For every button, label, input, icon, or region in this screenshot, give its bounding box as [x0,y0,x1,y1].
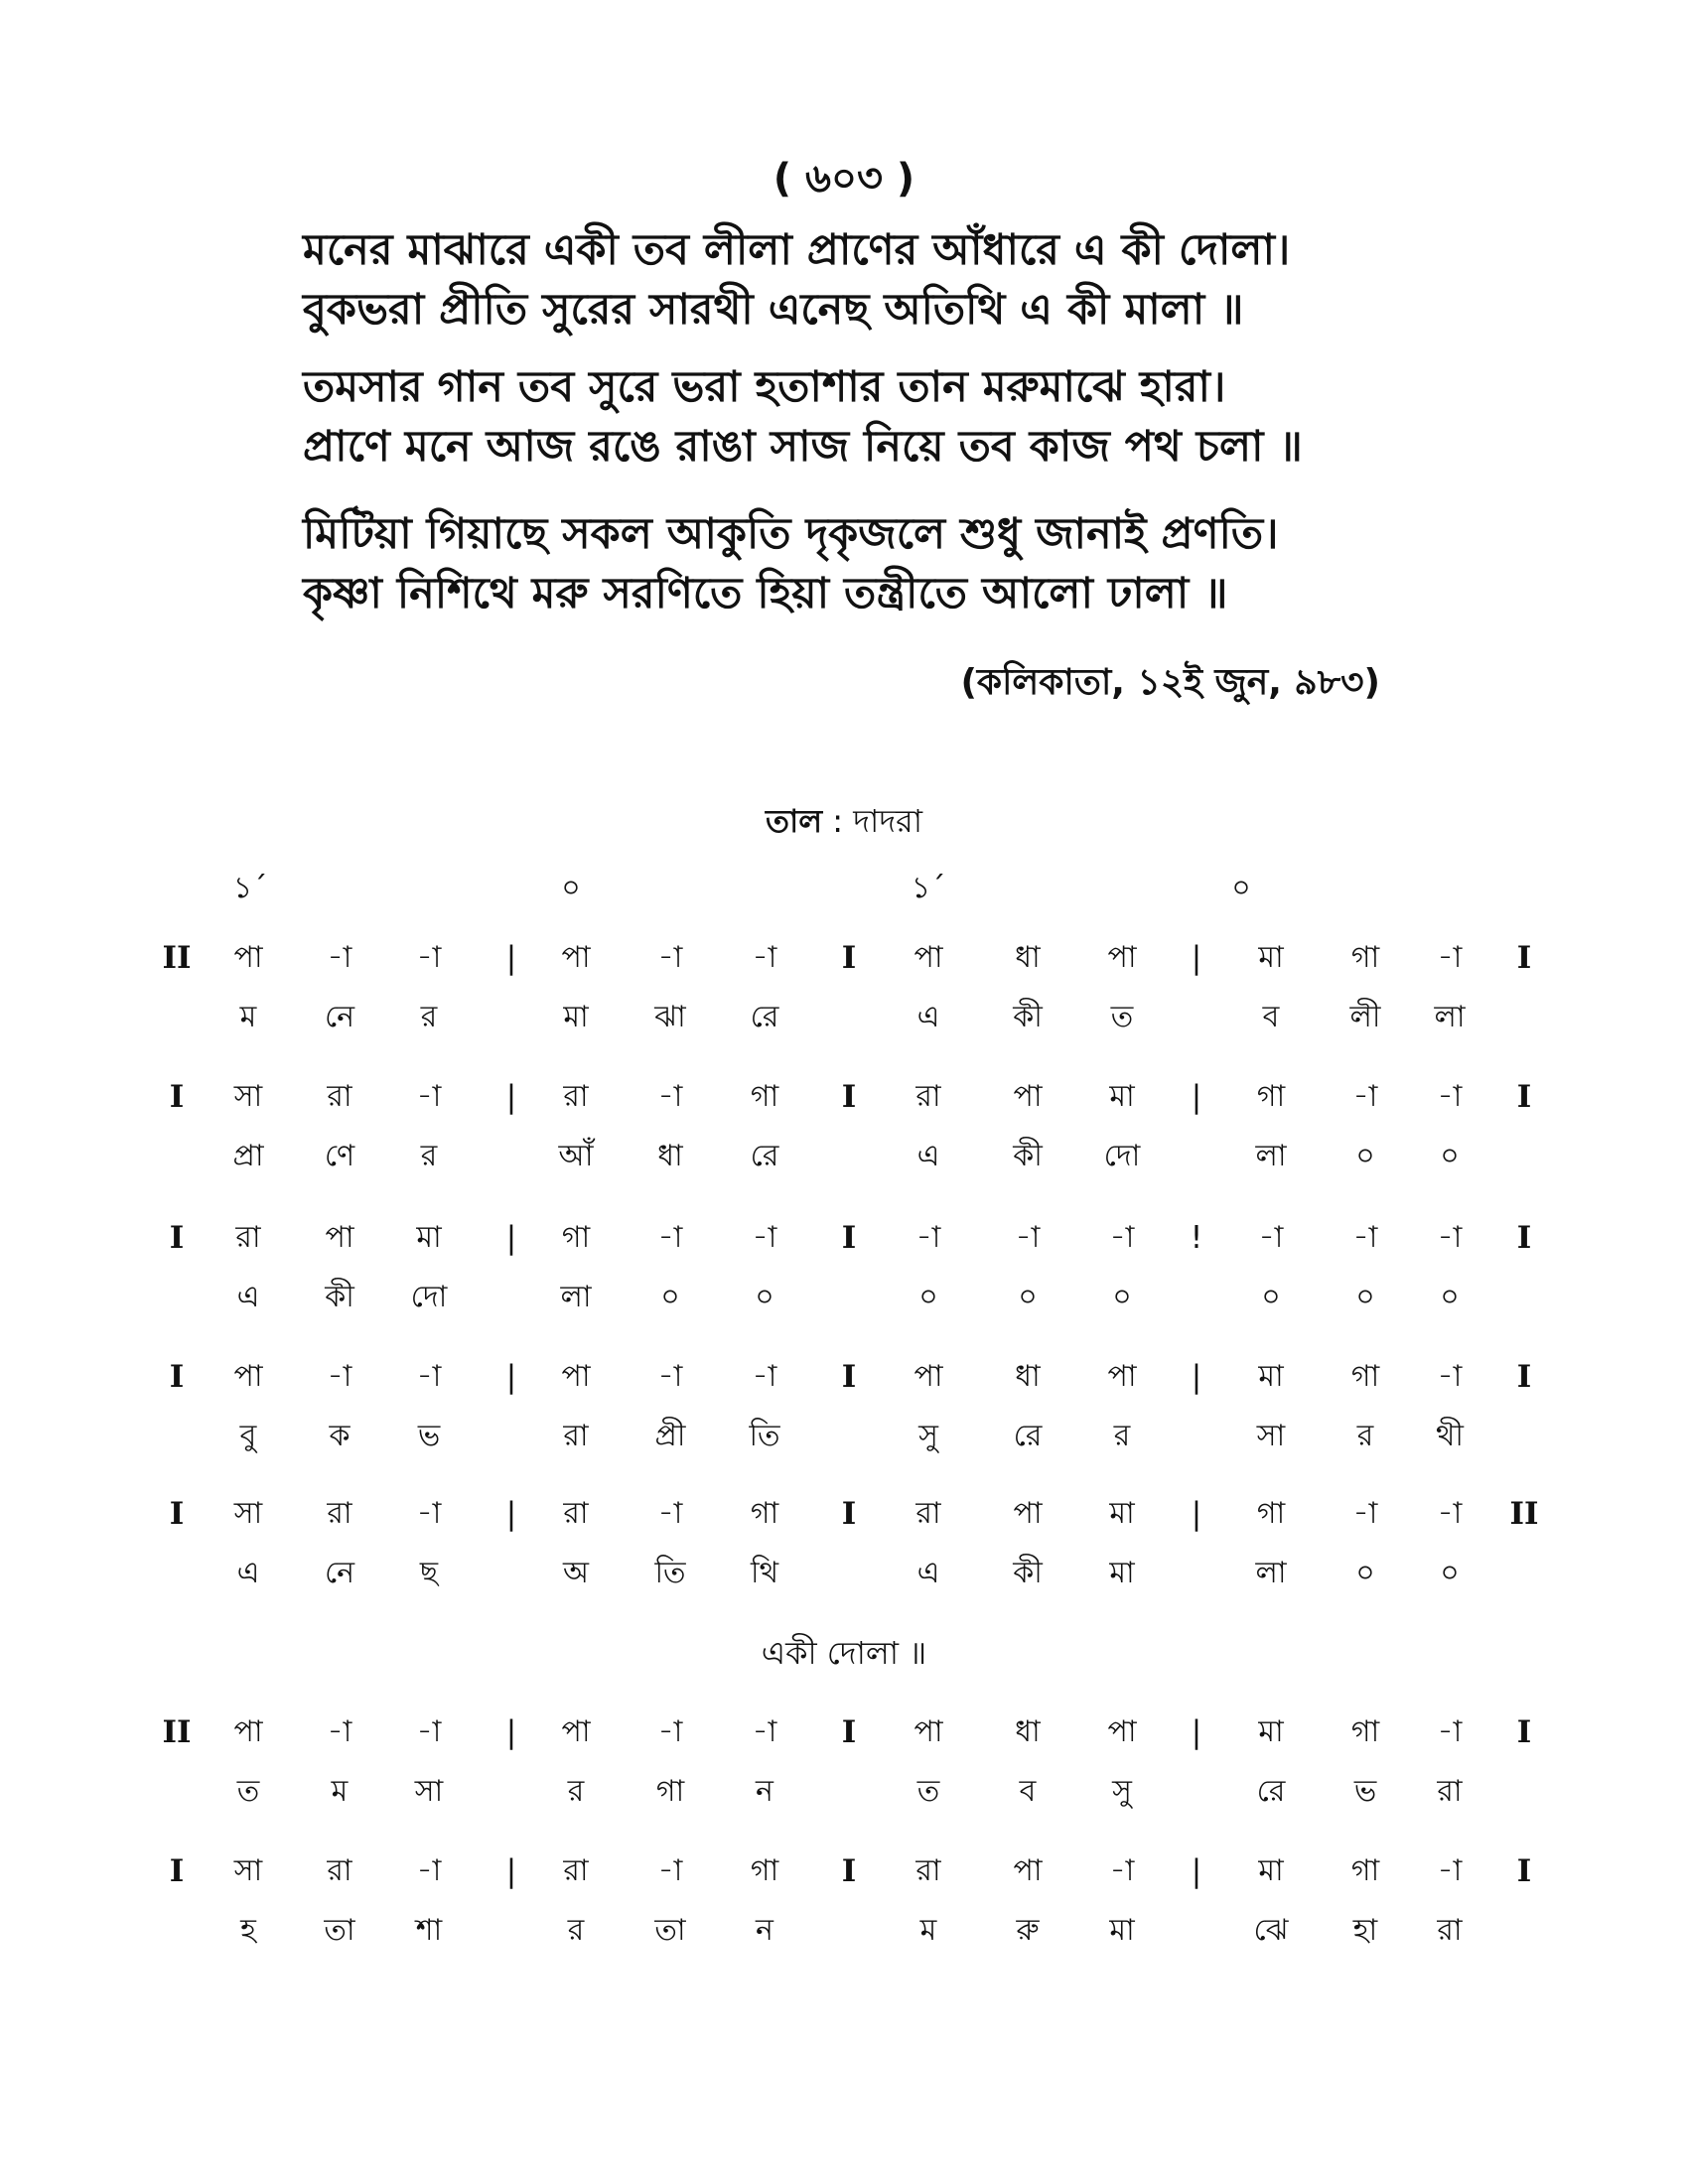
swara-note: গা [750,1496,779,1531]
bar-line: II [162,1714,192,1750]
swara-note: পা [561,1714,591,1749]
swara-note: রা [235,1220,261,1255]
lyric-syllable: কী [325,1280,354,1314]
bar-line: I [1516,1714,1532,1750]
lyric-syllable: রা [1437,1774,1463,1809]
swara-note: রা [563,1079,589,1114]
tala-heading [0,796,1688,850]
tala-label: তাল [765,802,823,840]
lyric-syllable: ০ [755,1280,774,1314]
swara-note: -া [1109,1853,1135,1888]
lyric-syllable: মা [1109,1913,1135,1948]
lyric-syllable: রে [750,1139,779,1173]
page-number: ( ৬০৩ ) [773,156,915,202]
swara-note: রা [915,1853,941,1888]
lyric-syllable: সু [1112,1774,1132,1809]
bar-line: | [1191,940,1202,976]
bar-line: | [1191,1853,1202,1889]
bar-line: I [841,1220,857,1256]
lyric-syllable: তি [749,1419,780,1453]
bar-line: I [169,1496,185,1532]
lyric-syllable: র [1113,1419,1131,1453]
lyric-syllable: হ [240,1913,256,1948]
bar-line: I [169,1079,185,1115]
lyric-syllable: ঝে [1253,1913,1289,1948]
lyric-syllable: ত [236,1774,260,1809]
swara-note: গা [1350,940,1380,975]
bar-line: I [1516,940,1532,976]
lyric-syllable: লা [1255,1139,1287,1173]
swara-note: -া [1352,1496,1378,1531]
swara-note: গা [1256,1079,1286,1114]
bar-line: ! [1190,1220,1203,1256]
swara-note: -া [752,1359,777,1394]
lyric-syllable: ন [756,1774,774,1809]
bar-line: | [505,940,517,976]
swara-note: -া [915,1220,941,1255]
swara-note: রা [563,1496,589,1531]
note-row [0,1707,1688,1757]
stanza-1 [303,220,1494,340]
swara-note: গা [1256,1496,1286,1531]
bar-line: | [1191,1359,1202,1395]
lyric-syllable: থি [750,1556,779,1590]
swara-note: -া [657,940,683,975]
lyric-syllable: লী [1349,1000,1381,1034]
swara-note: -া [657,1853,683,1888]
swara-note: মা [1109,1496,1135,1531]
swara-note: -া [416,1359,442,1394]
lyric-syllable-row [0,1549,1688,1598]
swara-note: -া [416,1496,442,1531]
swara-note: -া [1437,1496,1463,1531]
swara-note: গা [750,1853,779,1888]
note-row [0,1489,1688,1539]
swara-note: রা [915,1496,941,1531]
lyric-syllable: কী [1013,1139,1043,1173]
lyric-syllable: তা [654,1913,686,1948]
swara-note: -া [752,1714,777,1749]
lyric-syllable: মা [1109,1556,1135,1590]
swara-note: -া [1352,1079,1378,1114]
lyric-syllable: ম [331,1774,349,1809]
lyric-syllable: রা [1437,1913,1463,1948]
bar-line: I [169,1220,185,1256]
bar-line: I [1516,1359,1532,1395]
swara-note: -া [657,1359,683,1394]
lyric-syllable: দো [1103,1139,1141,1173]
swara-note: গা [750,1079,779,1114]
swara-note: -া [416,940,442,975]
swara-note: পা [914,1714,943,1749]
lyric-syllable: তি [654,1556,686,1590]
lyric-syllable: র [567,1913,585,1948]
bar-line: I [1516,1079,1532,1115]
lyric-line: তমসার গান তব সুরে ভরা হতাশার তান মরুমাঝে হারা। [303,362,1226,412]
lyric-syllable: ০ [1355,1280,1375,1314]
bar-line: | [505,1496,517,1532]
lyric-syllable: রু [1016,1913,1040,1948]
swara-note: গা [1350,1359,1380,1394]
lyric-syllable: সু [918,1419,938,1453]
lyric-syllable: শা [415,1913,443,1948]
taal-marks-row [0,864,1688,913]
lyric-syllable: ত [1110,1000,1134,1034]
lyric-syllable: সা [1256,1419,1286,1453]
note-row [0,933,1688,983]
bar-line: I [169,1359,185,1395]
swara-note: ধা [1015,940,1041,975]
bar-line: | [505,1853,517,1889]
bar-line: I [841,1853,857,1889]
swara-note: -া [1437,1853,1463,1888]
swara-note: পা [1013,1496,1043,1531]
bar-line: I [841,1079,857,1115]
bar-line: | [505,1220,517,1256]
bar-line: I [1516,1220,1532,1256]
bar-line: II [1509,1496,1539,1532]
lyric-syllable: ধা [657,1139,683,1173]
bar-line: | [505,1359,517,1395]
lyric-line: কৃষ্ণা নিশিথে মরু সরণিতে হিয়া তন্ত্রীতে আলো ঢালা ॥ [303,569,1228,618]
lyric-syllable: এ [916,1139,940,1173]
bar-line: I [841,940,857,976]
lyric-syllable: লা [1434,1000,1466,1034]
lyric-syllable: র [420,1139,438,1173]
taal-mark: ১´ [911,871,946,905]
lyric-syllable-row [0,993,1688,1042]
interlude-refrain: একী দোলা ॥ [761,1634,927,1672]
swara-note: -া [1258,1220,1284,1255]
lyric-syllable: অ [563,1556,589,1590]
lyric-line: বুকভরা প্রীতি সুরের সারথী এনেছ অতিথি এ কী মালা ॥ [303,285,1244,335]
lyric-line: মিটিয়া গিয়াছে সকল আকুতি দৃকৃজলে শুধু জানাই প্রণতি। [303,509,1279,559]
lyric-syllable: প্রী [654,1419,686,1453]
swara-note: পা [561,940,591,975]
tala-name: দাদরা [853,802,923,840]
lyric-syllable: দো [410,1280,448,1314]
swara-note: ধা [1015,1714,1041,1749]
swara-note: মা [1109,1079,1135,1114]
swara-note: -া [752,940,777,975]
lyric-syllable: রা [563,1419,589,1453]
lyric-syllable: ব [1019,1774,1037,1809]
swara-note: -া [657,1079,683,1114]
swara-note: -া [657,1220,683,1255]
lyric-syllable-row [0,1412,1688,1461]
note-row [0,1846,1688,1896]
lyric-syllable: তা [324,1913,355,1948]
swara-note: পা [914,1359,943,1394]
lyric-syllable-row [0,1767,1688,1817]
swara-note: পা [1107,940,1137,975]
lyric-syllable: লা [1255,1556,1287,1590]
lyric-syllable: ০ [660,1280,680,1314]
swara-note: মা [1258,1359,1284,1394]
lyric-syllable: ০ [1018,1280,1038,1314]
swara-note: পা [233,1359,263,1394]
lyric-syllable: ০ [1440,1280,1460,1314]
lyric-syllable: এ [916,1556,940,1590]
swara-note: পা [1013,1853,1043,1888]
bar-line: I [841,1714,857,1750]
lyric-syllable: ভ [1353,1774,1377,1809]
swara-note: পা [1013,1079,1043,1114]
note-row [0,1213,1688,1263]
lyric-syllable: র [420,1000,438,1034]
lyric-syllable-row [0,1273,1688,1322]
lyric-syllable: ০ [1112,1280,1132,1314]
swara-note: মা [1258,1853,1284,1888]
lyric-line: মনের মাঝারে একী তব লীলা প্রাণের আঁধারে এ কী দোলা। [303,225,1291,275]
lyric-syllable: এ [236,1556,260,1590]
swara-note: পা [233,940,263,975]
swara-note: গা [1350,1853,1380,1888]
swara-note: -া [1437,1359,1463,1394]
bar-line: I [1516,1853,1532,1889]
swara-note: -া [1352,1220,1378,1255]
swara-note: মা [416,1220,442,1255]
swara-note: পা [914,940,943,975]
stanza-2 [303,357,1494,477]
lyric-syllable: ত [916,1774,940,1809]
swara-note: রা [327,1496,352,1531]
lyric-syllable: এ [236,1280,260,1314]
swara-note: সা [233,1079,263,1114]
bar-line: II [162,940,192,976]
swara-note: সা [233,1853,263,1888]
lyric-syllable: বু [239,1419,257,1453]
swara-note: পা [1107,1714,1137,1749]
lyric-syllable: গা [655,1774,685,1809]
swara-note: -া [327,1359,352,1394]
place-date-signature: (কলিকাতা, ১২ই জুন, ৯৮৩) [960,662,1380,703]
swara-note: -া [1109,1220,1135,1255]
bar-line: I [841,1359,857,1395]
lyric-syllable: রে [1013,1419,1043,1453]
swara-note: -া [1437,1714,1463,1749]
bar-line: | [1191,1496,1202,1532]
lyric-syllable: ভ [417,1419,441,1453]
swara-note: -া [1437,1220,1463,1255]
lyric-syllable: হা [1352,1913,1378,1948]
swara-note: -া [752,1220,777,1255]
swara-note: মা [1258,1714,1284,1749]
lyric-syllable: ০ [1261,1280,1281,1314]
swara-note: পা [325,1220,354,1255]
lyric-syllable: র [1356,1419,1374,1453]
lyric-syllable: র [567,1774,585,1809]
swara-note: রা [327,1079,352,1114]
swara-note: -া [327,1714,352,1749]
swara-note: রা [563,1853,589,1888]
swara-note: -া [416,1853,442,1888]
swara-note: গা [561,1220,591,1255]
swara-note: গা [1350,1714,1380,1749]
lyric-syllable-row [0,1132,1688,1181]
lyric-syllable: লা [560,1280,592,1314]
lyric-syllable: আঁ [558,1139,594,1173]
lyric-syllable: নে [324,1556,355,1590]
note-row [0,1352,1688,1402]
lyric-syllable: ঝা [654,1000,686,1034]
swara-note: -া [657,1714,683,1749]
swara-note: -া [416,1714,442,1749]
lyric-syllable: কী [1013,1000,1043,1034]
note-row [0,1072,1688,1122]
swara-note: পা [233,1714,263,1749]
swara-note: পা [1107,1359,1137,1394]
lyric-syllable: ০ [1440,1556,1460,1590]
lyric-syllable: ০ [918,1280,938,1314]
bar-line: | [505,1079,517,1115]
stanza-3 [303,504,1494,623]
taal-mark: ১´ [232,871,268,905]
swara-note: -া [1437,940,1463,975]
lyric-syllable: ম [919,1913,937,1948]
swara-note: -া [327,940,352,975]
lyric-syllable: রে [750,1000,779,1034]
lyric-syllable: মা [563,1000,589,1034]
lyric-syllable: ০ [1440,1139,1460,1173]
bar-line: I [841,1496,857,1532]
lyric-syllable: রে [1256,1774,1286,1809]
swara-note: সা [233,1496,263,1531]
lyric-line: প্রাণে মনে আজ রঙে রাঙা সাজ নিয়ে তব কাজ পথ চলা ॥ [303,422,1303,472]
lyric-syllable: নে [324,1000,355,1034]
swara-note: মা [1258,940,1284,975]
lyric-syllable: সা [414,1774,444,1809]
lyric-syllable-row [0,1906,1688,1956]
lyric-syllable: ০ [1355,1556,1375,1590]
lyric-syllable: কী [1013,1556,1043,1590]
lyric-syllable: ০ [1355,1139,1375,1173]
lyric-syllable: ব [1262,1000,1280,1034]
lyric-syllable: ন [756,1913,774,1948]
bar-line: | [505,1714,517,1750]
lyric-syllable: এ [916,1000,940,1034]
swara-note: রা [915,1079,941,1114]
swara-note: -া [416,1079,442,1114]
taal-mark: ০ [1231,871,1251,905]
swara-note: ধা [1015,1359,1041,1394]
tala-separator: : [832,802,844,840]
lyric-syllable: প্রা [232,1139,264,1173]
bar-line: | [1191,1079,1202,1115]
lyric-syllable: ম [239,1000,257,1034]
taal-mark: ০ [561,871,581,905]
lyric-syllable: ক [329,1419,351,1453]
swara-note: -া [1015,1220,1041,1255]
bar-line: I [169,1853,185,1889]
lyric-syllable: ণে [324,1139,355,1173]
swara-note: -া [657,1496,683,1531]
swara-note: রা [327,1853,352,1888]
swara-note: পা [561,1359,591,1394]
lyric-syllable: ছ [419,1556,439,1590]
swara-note: -া [1437,1079,1463,1114]
lyric-syllable: থী [1435,1419,1465,1453]
bar-line: | [1191,1714,1202,1750]
